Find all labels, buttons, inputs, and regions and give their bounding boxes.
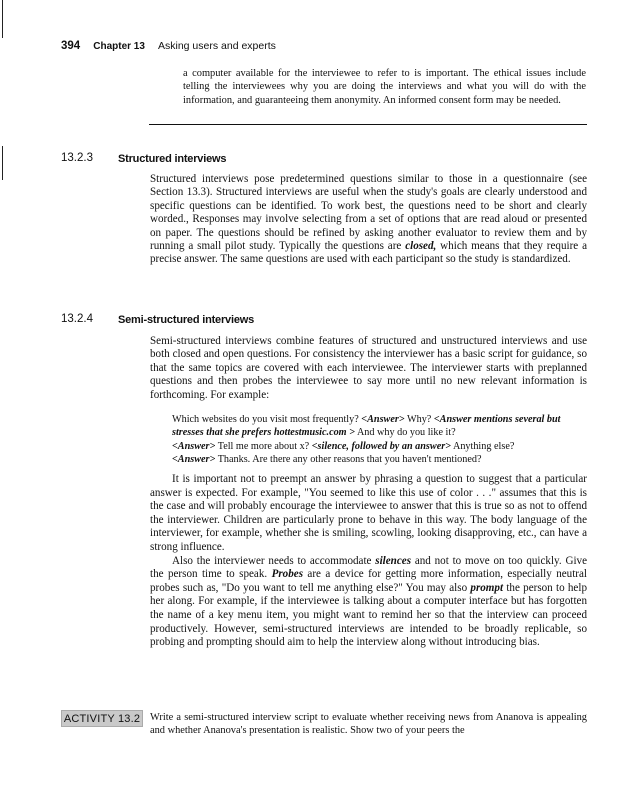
page-number: 394 <box>61 40 81 52</box>
emphasis-term: closed, <box>405 240 437 253</box>
section-number: 13.2.4 <box>61 313 93 325</box>
paragraph-text: are a device for getting more information, especially neutral probes such as, "Do you want to tell me anything else?" You may also <box>150 568 587 594</box>
interview-script-example <box>172 413 587 466</box>
activity-text: Write a semi-structured interview script to evaluate whether receiving news from Ananova is appealing and whether Ananova's presentation is realistic. Show two of your peers the <box>150 712 587 737</box>
script-line <box>172 453 587 466</box>
section-paragraph: It is important not to preempt an answer by phrasing a question to suggest that a particular answer is expected. For example, "You seemed to like this use of color . . ." assumes that this is the case and will probably encourage the interviewee to answer that this is true so as not to offend the interviewer. Children are particularly prone to behave in this way. The body language of the interviewer, for example, whether she is smiling, scowling, looking disapproving, etc., can have a strong influence. <box>150 473 587 553</box>
emphasis-term: prompt <box>470 581 504 594</box>
section-body <box>150 473 587 650</box>
activity-label: ACTIVITY 13.2 <box>63 712 141 725</box>
section-number: 13.2.3 <box>61 152 93 164</box>
section-title: Semi-structured interviews <box>118 314 255 326</box>
script-line <box>172 440 587 453</box>
box-continuation-text: a computer available for the interviewee to refer to is important. The ethical issues include telling the interviewees why you are doing the interviews and what you will do with the information, and guaranteeing them anonymity. An informed consent form may be needed. <box>183 68 586 106</box>
script-line <box>172 413 587 440</box>
script-text: And why do you like it? <box>354 427 456 439</box>
paragraph-text: which means that they require a precise answer. The same questions are used with each participant so the study is standardized. <box>150 240 587 266</box>
section-paragraph: Semi-structured interviews combine features of structured and unstructured interviews and use both closed and open questions. For consistency the interviewer has a basic script for guidance, so that the same topics are covered with each interviewee. The interviewer starts with preplanned questions and then probes the interviewee to say more until no new relevant information is forthcoming. For example: <box>150 335 587 401</box>
script-text: Anything else? <box>450 440 515 452</box>
section-paragraph <box>150 555 587 650</box>
paragraph-text: the person to help her along. For example, if the interviewee is talking about a computer interface but has forgotten the name of a key menu item, you might want to remind her so that the interview can proceed productively. However, semi-structured interviews are intended to be broadly replicable, so probing and prompting should aim to help the interview along without introducing bias. <box>150 581 587 649</box>
activity-label-box <box>61 710 143 727</box>
script-text: Why? <box>404 414 434 425</box>
chapter-label: Chapter 13 <box>93 41 145 52</box>
script-answer: <silence, followed by an answer> <box>311 440 451 452</box>
section-title: Structured interviews <box>118 153 227 165</box>
script-text: Which websites do you visit most frequently? <box>172 414 362 425</box>
script-answer: <Answer> <box>172 453 216 465</box>
paragraph-text: and not to move on too quickly. Give the person time to speak. <box>150 554 588 581</box>
emphasis-term: silences <box>375 554 412 567</box>
script-text: Tell me more about x? <box>215 440 312 452</box>
margin-mark <box>2 0 3 38</box>
margin-mark <box>2 146 3 180</box>
script-answer: <Answer> <box>172 440 216 452</box>
paragraph-text: Structured interviews pose predetermined questions similar to those in a questionnaire (see Section 13.3). Structured interviews are useful when the study's goals are clearly understood and specific questions can be identified. To work best, the questions need to be short and clearly worded., Responses may involve selecting from a set of options that are read aloud or presented on paper. The questions should be refined by asking another evaluator to review them and by running a small pilot study. Typically the questions are <box>150 173 587 253</box>
running-header <box>61 40 595 56</box>
section-paragraph <box>150 173 587 267</box>
script-answer: <Answer mentions several but stresses that she prefers hottestmusic.com > <box>172 414 561 439</box>
paragraph-text: Also the interviewer needs to accommodate <box>172 554 376 567</box>
script-text: Thanks. Are there any other reasons that you haven't mentioned? <box>215 453 482 465</box>
chapter-title: Asking users and experts <box>158 40 276 52</box>
script-answer: <Answer> <box>361 414 405 425</box>
emphasis-term: Probes <box>271 568 304 581</box>
box-bottom-rule <box>149 124 587 125</box>
